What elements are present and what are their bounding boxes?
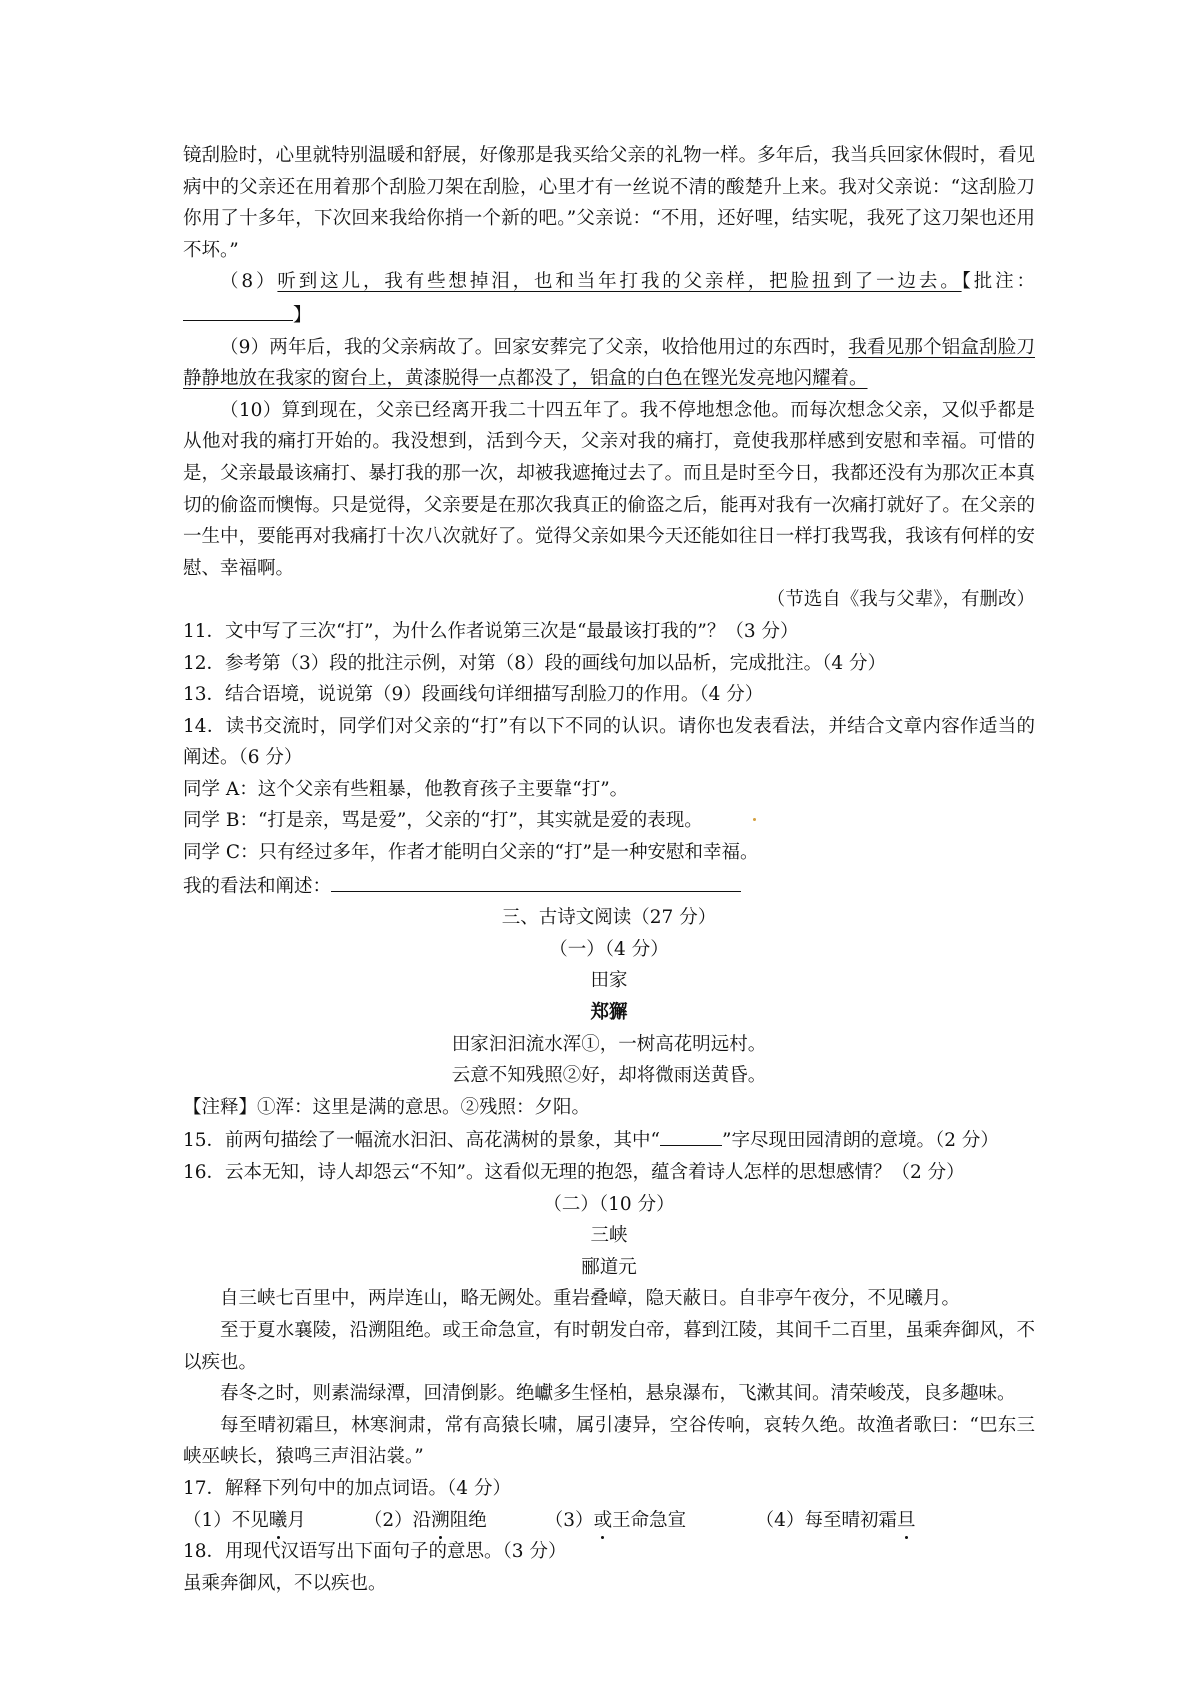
question-15-text-b: ”字尽现田园清朗的意境。（2 分） <box>722 1130 999 1152</box>
question-15 <box>183 1123 1035 1157</box>
part-1-heading: （一）（4 分） <box>549 938 669 960</box>
exam-page <box>183 140 1035 1599</box>
my-view-label: 我的看法和阐述： <box>183 875 332 897</box>
poem-line-2: 云意不知残照②好，却将微雨送黄昏。 <box>451 1065 767 1087</box>
prose-paragraph-3: 春冬之时，则素湍绿潭，回清倒影。绝巘多生怪柏，悬泉瀑布，飞漱其间。清荣峻茂，良多趣味。 <box>220 1383 1016 1405</box>
question-14: 14．读书交流时，同学们对父亲的“打”有以下不同的认识。请你也发表看法，并结合文章内容作适当的阐述。（6 分） <box>183 715 1035 769</box>
q17-option-2-dotted-word: 溯 <box>431 1505 450 1537</box>
prose-paragraph-4: 每至晴初霜旦，林寒涧肃，常有高猿长啸，属引凄异，空谷传响，哀转久绝。故渔者歌曰：“巴东三峡巫峡长，猿鸣三声泪沾裳。” <box>183 1414 1035 1468</box>
student-a-view: 同学 A：这个父亲有些粗暴，他教育孩子主要靠“打”。 <box>183 778 629 800</box>
prose-paragraph-1: 自三峡七百里中，两岸连山，略无阙处。重岩叠嶂，隐天蔽日。自非亭午夜分，不见曦月。 <box>220 1288 961 1310</box>
question-17: 17．解释下列句中的加点词语。（4 分） <box>183 1477 511 1499</box>
q17-option-1-dotted-word: 曦 <box>269 1505 288 1537</box>
question-18: 18．用现代汉语写出下面句子的意思。（3 分） <box>183 1541 567 1563</box>
paragraph-9-underlined-sentence: 我看见那个铝盒刮脸刀静静地放在我家的窗台上，黄漆脱得一点都没了，铝盒的白色在铿光发亮地闪耀着。 <box>183 336 1035 390</box>
q17-option-1-suffix: 月 <box>287 1509 306 1531</box>
source-citation: （节选自《我与父辈》，有删改） <box>766 589 1035 611</box>
student-c-view: 同学 C：只有经过多年，作者才能明白父亲的“打”是一种安慰和幸福。 <box>183 842 759 864</box>
question-18-sentence: 虽乘奔御风，不以疾也。 <box>183 1572 387 1594</box>
poem-note: 【注释】①浑：这里是满的意思。②残照：夕阳。 <box>183 1096 591 1118</box>
question-15-text-a: 15．前两句描绘了一幅流水汩汩、高花满树的景象，其中“ <box>183 1130 661 1152</box>
q17-option-3-suffix: 王命急宣 <box>612 1509 687 1531</box>
question-13: 13．结合语境，说说第（9）段画线句详细描写刮脸刀的作用。（4 分） <box>183 684 764 706</box>
q17-option-3-prefix: （3） <box>544 1509 594 1531</box>
section-3-title: 三、古诗文阅读（27 分） <box>501 907 717 929</box>
paragraph-10: （10）算到现在，父亲已经离开我二十四五年了。我不停地想念他。而每次想念父亲，又似乎都是从他对我的痛打开始的。我没想到，活到今天，父亲对我的痛打，竟使我那样感到安慰和幸福。可惜的是，父亲最最该痛打、暴打我的那一次，却被我遮掩过去了。而且是时至今日，我都还没有为那次正本真切的偷盗而懊悔。只是觉得，父亲要是在那次我真正的偷盗之后，能再对我有一次痛打就好了。在父亲的一生中，要能再对我痛打十次八次就好了。觉得父亲如果今天还能如往日一样打我骂我，我该有何样的安慰、幸福啊。 <box>183 399 1035 579</box>
annotation-close: 】 <box>293 304 312 326</box>
poem-title: 田家 <box>590 970 628 992</box>
q17-option-1-prefix: （1）不见 <box>183 1509 269 1531</box>
q17-option-4-prefix: （4）每至晴初霜 <box>755 1509 897 1531</box>
paragraph-previous: 镜刮脸时，心里就特别温暖和舒展，好像那是我买给父亲的礼物一样。多年后，我当兵回家休假时，看见病中的父亲还在用着那个刮脸刀架在刮脸，心里才有一丝说不清的酸楚升上来。我对父亲说：“这刮脸刀你用了十多年，下次回来我给你捎一个新的吧。”父亲说：“不用，还好哩，结实呢，我死了这刀架也还用不坏。” <box>183 145 1035 261</box>
paragraph-9-text: （9）两年后，我的父亲病故了。回家安葬完了父亲，收拾他用过的东西时， <box>220 336 849 358</box>
my-view-line <box>183 869 1035 903</box>
student-b-view: 同学 B：“打是亲，骂是爱”，父亲的“打”，其实就是爱的表现。 <box>183 810 703 832</box>
q17-option-2-prefix: （2）沿 <box>363 1509 432 1531</box>
paragraph-9 <box>183 332 1035 395</box>
q17-option-3 <box>545 1505 750 1537</box>
q17-option-4-dotted-word: 旦 <box>897 1505 916 1537</box>
poem-line-1: 田家汩汩流水浑①，一树高花明远村。 <box>451 1033 767 1055</box>
scan-speck <box>753 818 756 821</box>
annotation-blank[interactable] <box>183 298 293 321</box>
prose-author: 郦道元 <box>581 1256 637 1278</box>
question-16: 16．云本无知，诗人却怨云“不知”。这看似无理的抱怨，蕴含着诗人怎样的思想感情？（2 分） <box>183 1162 965 1183</box>
q17-option-1 <box>183 1505 358 1537</box>
prose-paragraph-2: 至于夏水襄陵，沿溯阻绝。或王命急宣，有时朝发白帝，暮到江陵，其间千二百里，虽乘奔御风，不以疾也。 <box>183 1319 1035 1373</box>
q17-option-4 <box>756 1505 916 1537</box>
part-2-heading: （二）（10 分） <box>543 1193 675 1215</box>
question-12: 12．参考第（3）段的批注示例，对第（8）段的画线句加以品析，完成批注。（4 分） <box>183 652 886 674</box>
q17-option-2-suffix: 阻绝 <box>449 1509 487 1531</box>
question-11: 11．文中写了三次“打”，为什么作者说第三次是“最最该打我的”？（3 分） <box>183 620 799 642</box>
paragraph-8-number: （8） <box>220 271 278 293</box>
question-15-blank[interactable] <box>660 1123 722 1146</box>
prose-title: 三峡 <box>590 1225 628 1247</box>
q17-option-2 <box>364 1505 539 1537</box>
q17-option-3-dotted-word: 或 <box>594 1505 613 1537</box>
paragraph-8 <box>183 266 1035 331</box>
question-17-options <box>183 1505 1035 1537</box>
my-view-blank[interactable] <box>331 869 741 892</box>
paragraph-8-underlined-sentence: 听到这儿，我有些想掉泪，也和当年打我的父亲样，把脸扭到了一边去。 <box>277 271 962 293</box>
poem-author: 郑獬 <box>590 1002 628 1024</box>
annotation-label: 【批注： <box>961 271 1035 293</box>
